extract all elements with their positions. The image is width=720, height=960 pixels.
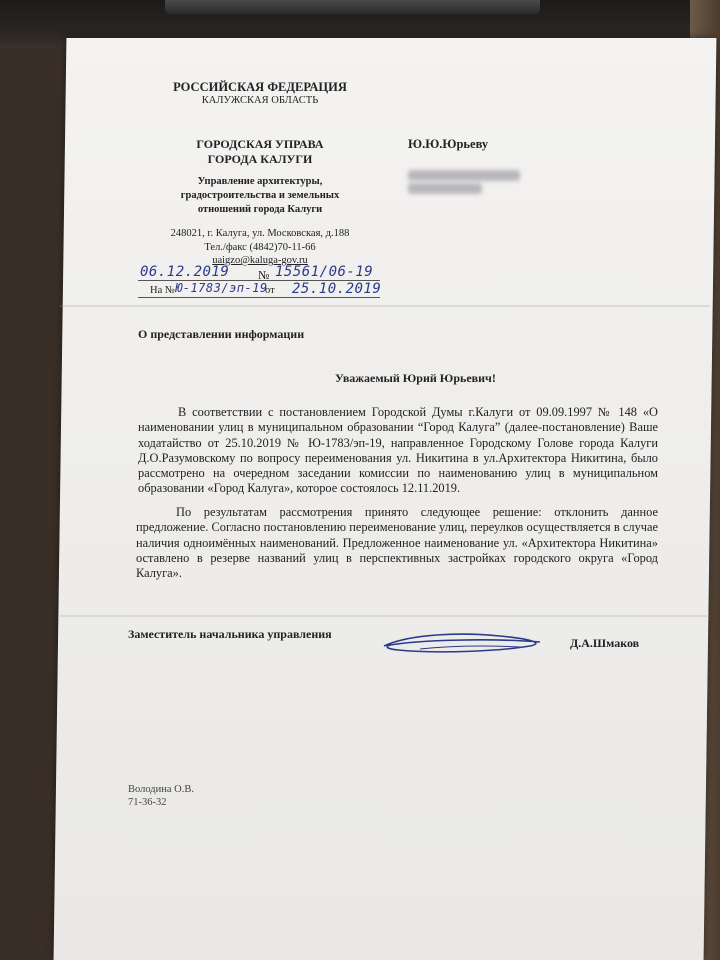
org-phone: Тел./факс (4842)70-11-66 xyxy=(204,242,316,253)
executor-phone: 71-36-32 xyxy=(128,797,167,808)
signatory-name: Д.А.Шмаков xyxy=(570,636,640,650)
region-title: КАЛУЖСКАЯ ОБЛАСТЬ xyxy=(201,95,319,106)
ref-number: Ю-1783/эп-19 xyxy=(175,281,268,295)
reg-number: 15561/06-19 xyxy=(275,264,374,280)
body-paragraph-2: По результатам рассмотрения принято следующее решение: отклонить данное предложение. Согласно постановлению переименование улиц, переулков осуществляется в случае наличия одноимённых наименований. Предложенное наименование ул. «Архитектора Никитина» оставлено в резерве названий улиц в перспективных застройках городского округа «Город Калуга». xyxy=(136,505,658,581)
org-address: 248021, г. Калуга, ул. Московская, д.188 xyxy=(170,228,350,239)
paper-fold xyxy=(60,305,710,307)
ref-date: 25.10.2019 xyxy=(292,281,382,297)
dept-line1: Управление архитектуры, xyxy=(197,176,323,187)
org-email: uaigzo@kaluga-gov.ru xyxy=(212,255,308,266)
letter-subject: О представлении информации xyxy=(138,327,305,341)
reg-number-label: № xyxy=(258,268,270,282)
recipient-address-line1 xyxy=(408,170,520,181)
handwritten-signature xyxy=(380,628,550,658)
org-title-line2: ГОРОДА КАЛУГИ xyxy=(207,152,313,166)
org-title-line1: ГОРОДСКАЯ УПРАВА xyxy=(196,137,324,151)
device-edge xyxy=(165,0,540,14)
signatory-position: Заместитель начальника управления xyxy=(128,627,332,641)
country-title: РОССИЙСКАЯ ФЕДЕРАЦИЯ xyxy=(173,80,347,94)
body-paragraph-1: В соответствии с постановлением Городской Думы г.Калуги от 09.09.1997 № 148 «О наименовании улиц в муниципальном образовании “Город Калуга” (далее-постановление) Ваше ходатайство от 25.10.2019 № Ю-1783/эп-19, направленное Городскому Голове города Калуги Д.О.Разумовскому по вопросу переименования ул. Никитина в ул.Архитектора Никитина, было рассмотрено на очередном заседании комиссии по наименованию улиц в муниципальном образовании «Город Калуга», которое состоялось 12.11.2019. xyxy=(138,405,658,496)
reg-line xyxy=(138,297,380,298)
dept-line3: отношений города Калуги xyxy=(197,204,323,215)
paper-fold xyxy=(60,615,710,617)
ref-from-label: от xyxy=(265,285,275,296)
reg-date: 06.12.2019 xyxy=(140,264,230,280)
executor-name: Володина О.В. xyxy=(128,784,195,795)
recipient-name: Ю.Ю.Юрьеву xyxy=(408,137,489,151)
salutation: Уважаемый Юрий Юрьевич! xyxy=(335,371,496,385)
ref-number-label: На № xyxy=(150,285,175,296)
dept-line2: градостроительства и земельных xyxy=(180,190,340,201)
recipient-address-line2 xyxy=(408,183,482,194)
